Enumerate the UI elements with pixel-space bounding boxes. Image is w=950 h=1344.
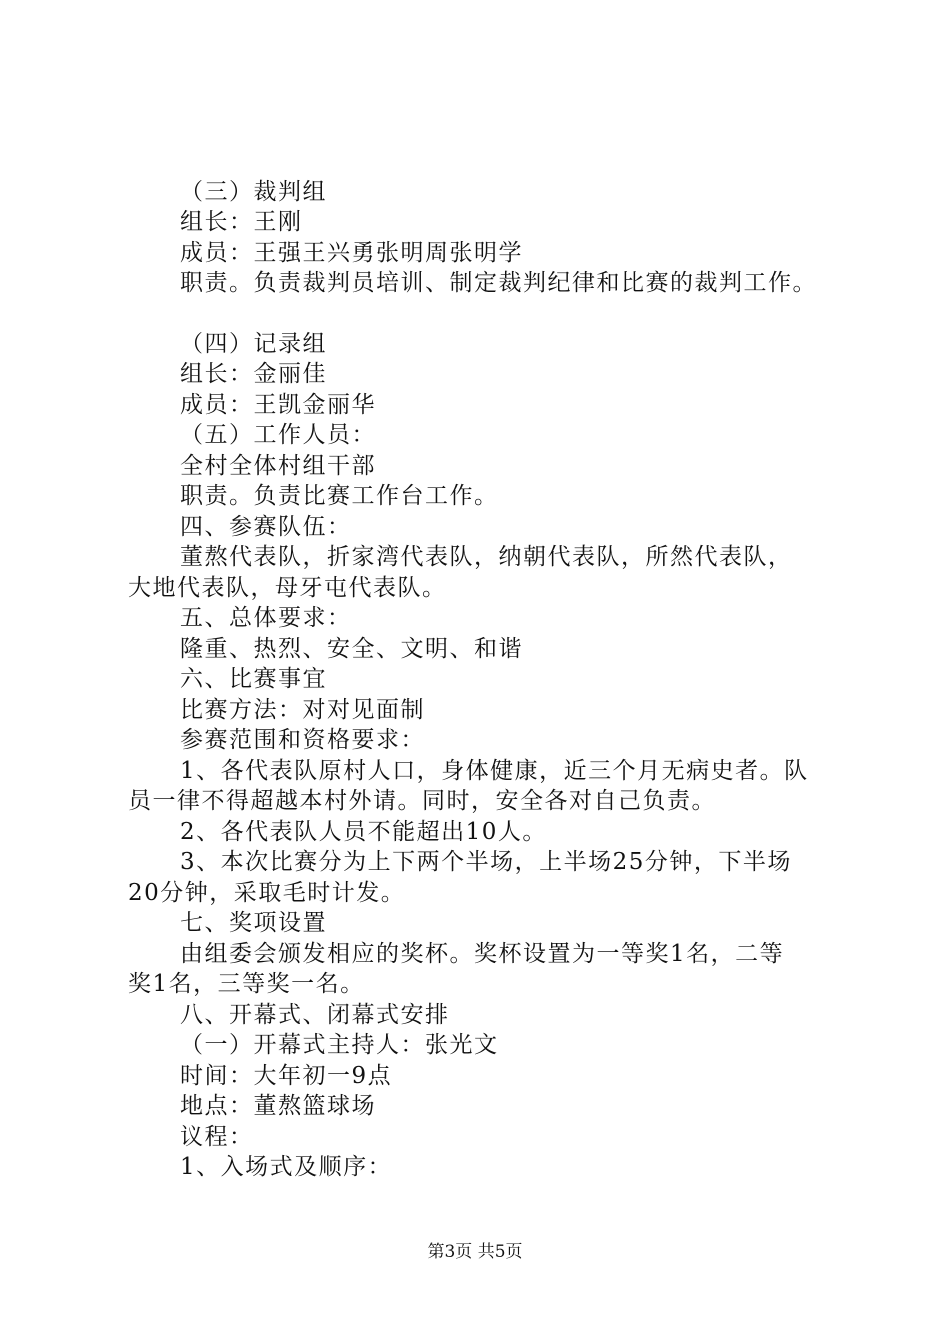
teams-line-2: 大地代表队，母牙屯代表队。 — [128, 575, 447, 601]
heading-record-group: （四）记录组 — [180, 331, 327, 357]
referee-leader: 组长：王刚 — [180, 209, 303, 235]
awards-line-1: 由组委会颁发相应的奖杯。奖杯设置为一等奖1名，二等 — [180, 941, 785, 967]
opening-location: 地点：董熬篮球场 — [180, 1093, 376, 1119]
heading-requirements: 五、总体要求： — [180, 605, 352, 631]
referee-members: 成员：王强王兴勇张明周张明学 — [180, 240, 523, 266]
heading-ceremony: 八、开幕式、闭幕式安排 — [180, 1002, 450, 1028]
rule-3-line-1: 3、本次比赛分为上下两个半场，上半场25分钟，下半场 — [180, 849, 792, 875]
requirements-text: 隆重、热烈、安全、文明、和谐 — [180, 636, 523, 662]
opening-host: （一）开幕式主持人：张光文 — [180, 1032, 499, 1058]
heading-match-matters: 六、比赛事宜 — [180, 666, 327, 692]
eligibility-heading: 参赛范围和资格要求： — [180, 727, 425, 753]
staff-duty: 职责。负责比赛工作台工作。 — [180, 483, 499, 509]
agenda-item-1: 1、入场式及顺序： — [180, 1154, 393, 1180]
heading-staff: （五）工作人员： — [180, 422, 376, 448]
heading-referee-group: （三）裁判组 — [180, 179, 327, 205]
rule-2: 2、各代表队人员不能超出10人。 — [180, 819, 547, 845]
opening-time: 时间：大年初一9点 — [180, 1063, 393, 1089]
agenda-heading: 议程： — [180, 1124, 254, 1150]
rule-1-line-1: 1、各代表队原村人口，身体健康，近三个月无病史者。队 — [180, 758, 809, 784]
page-footer: 第3页 共5页 — [427, 1242, 523, 1262]
heading-awards: 七、奖项设置 — [180, 910, 327, 936]
rule-3-line-2: 20分钟，采取毛时计发。 — [128, 880, 406, 906]
heading-teams: 四、参赛队伍： — [180, 514, 352, 540]
teams-line-1: 董熬代表队，折家湾代表队，纳朝代表队，所然代表队， — [180, 544, 793, 570]
rule-1-line-2: 员一律不得超越本村外请。同时，安全各对自己负责。 — [128, 788, 716, 814]
staff-members: 全村全体村组干部 — [180, 453, 376, 479]
record-members: 成员：王凯金丽华 — [180, 392, 376, 418]
awards-line-2: 奖1名，三等奖一名。 — [128, 971, 365, 997]
match-method: 比赛方法：对对见面制 — [180, 697, 425, 723]
referee-duty: 职责。负责裁判员培训、制定裁判纪律和比赛的裁判工作。 — [180, 270, 817, 296]
record-leader: 组长：金丽佳 — [180, 361, 327, 387]
